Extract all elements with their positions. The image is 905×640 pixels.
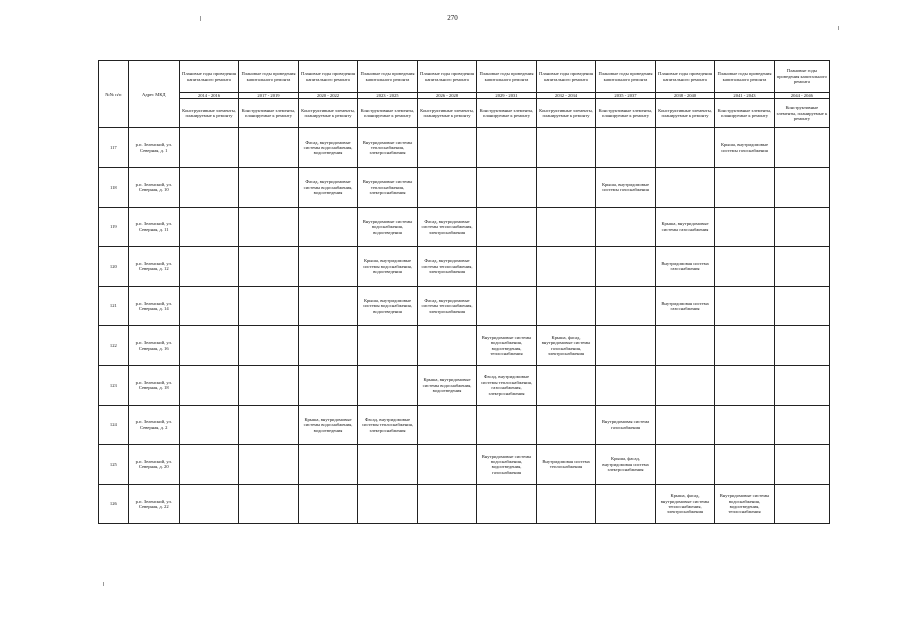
building-address: р.п. Зеленский, ул. Северная, д. 20	[128, 445, 179, 485]
building-address: р.п. Зеленский, ул. Северная, д. 22	[128, 484, 179, 524]
repair-elements-cell	[298, 326, 358, 366]
repair-elements-cell	[774, 247, 829, 287]
repair-elements-cell: Крыша, внутридомовые системы газоснабжения	[715, 128, 775, 168]
repair-elements-cell	[179, 365, 239, 405]
period-years: 2014 - 2016	[179, 93, 239, 99]
repair-elements-cell	[596, 207, 656, 247]
repair-elements-cell	[239, 286, 299, 326]
row-number: 118	[99, 168, 129, 208]
repair-elements-cell	[655, 128, 715, 168]
repair-elements-cell	[715, 405, 775, 445]
period-title: Плановые годы проведения капитального ремонта	[417, 61, 477, 93]
repair-elements-cell	[477, 405, 537, 445]
repair-elements-cell	[298, 365, 358, 405]
repair-elements-cell	[358, 326, 418, 366]
repair-elements-cell	[774, 484, 829, 524]
repair-elements-cell	[536, 286, 596, 326]
repair-elements-cell	[596, 128, 656, 168]
repair-elements-cell	[239, 168, 299, 208]
repair-elements-cell: Внутридомовые системы водоснабжения, водоотведения, теплоснабжения	[715, 484, 775, 524]
row-number: 123	[99, 365, 129, 405]
repair-elements-cell: Внутридомовая система газоснабжения	[596, 405, 656, 445]
repair-elements-cell	[774, 168, 829, 208]
building-address: р.п. Зеленский, ул. Северная, д. 11	[128, 207, 179, 247]
repair-elements-cell	[239, 326, 299, 366]
num-header: №№ п/п	[99, 61, 129, 128]
repair-elements-cell: Внутридомовые системы водоснабжения, водоотведения	[358, 207, 418, 247]
repair-elements-cell: Фасад, внутридомовые системы теплоснабжения, электроснабжения	[417, 286, 477, 326]
repair-elements-cell	[477, 207, 537, 247]
repair-elements-cell	[477, 128, 537, 168]
period-years: 2020 - 2022	[298, 93, 358, 99]
repair-elements-cell	[536, 484, 596, 524]
period-title: Плановые годы проведения капитального ремонта	[179, 61, 239, 93]
repair-elements-cell	[298, 286, 358, 326]
period-title: Плановые годы проведения капитального ремонта	[715, 61, 775, 93]
repair-elements-cell	[179, 286, 239, 326]
repair-elements-cell	[417, 484, 477, 524]
repair-elements-cell	[774, 207, 829, 247]
table-row	[99, 484, 830, 524]
repair-elements-cell	[179, 484, 239, 524]
repair-elements-cell	[774, 286, 829, 326]
repair-elements-cell: Крыша, внутридомовые системы газоснабжения	[596, 168, 656, 208]
repair-elements-cell: Крыша, фасад, внутридомовые системы теплоснабжения, электроснабжения	[655, 484, 715, 524]
scan-mark	[103, 582, 104, 586]
elements-subheader: Конструктивные элементы, планируемые к ремонту	[536, 99, 596, 128]
repair-elements-cell	[239, 405, 299, 445]
period-title: Плановые годы проведения капитального ремонта	[596, 61, 656, 93]
period-title: Плановые годы проведения капитального ремонта	[358, 61, 418, 93]
elements-subheader: Конструктивные элементы, планируемые к ремонту	[239, 99, 299, 128]
repair-elements-cell	[179, 207, 239, 247]
repair-elements-cell	[239, 207, 299, 247]
period-years: 2041 - 2043	[715, 93, 775, 99]
repair-elements-cell: Крыша, внутридомовые системы водоснабжения, водоотведения	[417, 365, 477, 405]
repair-elements-cell	[298, 484, 358, 524]
repair-elements-cell	[536, 207, 596, 247]
repair-elements-cell	[715, 365, 775, 405]
repair-elements-cell	[239, 445, 299, 485]
repair-elements-cell	[179, 405, 239, 445]
row-number: 117	[99, 128, 129, 168]
repair-elements-cell	[715, 168, 775, 208]
row-number: 119	[99, 207, 129, 247]
repair-elements-cell: Фасад, внутридомовые системы водоснабжения, водоотведения	[298, 128, 358, 168]
repair-elements-cell: Внутридомовые системы водоснабжения, водоотведения, газоснабжения	[477, 445, 537, 485]
repair-elements-cell	[596, 326, 656, 366]
table-row	[99, 365, 830, 405]
table-row	[99, 326, 830, 366]
period-title: Плановые годы проведения капитального ремонта	[655, 61, 715, 93]
table-row	[99, 445, 830, 485]
repair-elements-cell	[715, 445, 775, 485]
building-address: р.п. Зеленский, ул. Северная, д. 1	[128, 128, 179, 168]
table-row	[99, 207, 830, 247]
repair-elements-cell	[179, 128, 239, 168]
period-years: 2032 - 2034	[536, 93, 596, 99]
repair-elements-cell	[239, 247, 299, 287]
period-years: 2017 - 2019	[239, 93, 299, 99]
repair-elements-cell	[179, 326, 239, 366]
repair-elements-cell	[655, 168, 715, 208]
repair-elements-cell	[358, 484, 418, 524]
repair-elements-cell: Крыша, внутридомовые системы водоснабжения, водоотведения	[358, 247, 418, 287]
period-title: Плановые годы проведения капитального ремонта	[536, 61, 596, 93]
repair-elements-cell	[774, 405, 829, 445]
repair-elements-cell	[596, 484, 656, 524]
row-number: 125	[99, 445, 129, 485]
repair-elements-cell	[477, 484, 537, 524]
repair-elements-cell	[477, 286, 537, 326]
repair-elements-cell	[596, 286, 656, 326]
repair-elements-cell	[417, 128, 477, 168]
repair-elements-cell: Фасад, внутридомовые системы теплоснабжения, электроснабжения	[417, 247, 477, 287]
repair-elements-cell: Крыша, фасад, внутридомовые системы газоснабжения, электроснабжения	[536, 326, 596, 366]
scan-mark	[200, 16, 201, 21]
repair-elements-cell	[298, 207, 358, 247]
elements-subheader: Конструктивные элементы, планируемые к ремонту	[655, 99, 715, 128]
repair-elements-cell	[417, 405, 477, 445]
table-row	[99, 247, 830, 287]
repair-elements-cell: Внутридомовая система теплоснабжения	[536, 445, 596, 485]
table-row	[99, 286, 830, 326]
repair-elements-cell: Внутридомовая система газоснабжения	[655, 247, 715, 287]
period-title: Плановые годы проведения капитального ремонта	[774, 61, 829, 93]
repair-elements-cell: Фасад, внутридомовые системы теплоснабжения, газоснабжения, электроснабжения	[477, 365, 537, 405]
period-years: 2035 - 2037	[596, 93, 656, 99]
repair-elements-cell: Крыша, внутридомовые системы водоснабжения, водоотведения	[298, 405, 358, 445]
repair-elements-cell	[417, 168, 477, 208]
repair-elements-cell	[358, 365, 418, 405]
period-years: 2023 - 2025	[358, 93, 418, 99]
repair-elements-cell	[655, 445, 715, 485]
elements-subheader: Конструктивные элементы, планируемые к ремонту	[774, 99, 829, 128]
repair-elements-cell	[774, 365, 829, 405]
repair-elements-cell	[774, 326, 829, 366]
repair-elements-cell	[715, 286, 775, 326]
address-header: Адрес МКД	[128, 61, 179, 128]
scan-mark	[838, 26, 839, 30]
repair-elements-cell	[536, 247, 596, 287]
period-years: 2029 - 2031	[477, 93, 537, 99]
repair-elements-cell	[536, 128, 596, 168]
elements-subheader: Конструктивные элементы, планируемые к ремонту	[715, 99, 775, 128]
repair-elements-cell	[477, 247, 537, 287]
elements-subheader: Конструктивные элементы, планируемые к ремонту	[358, 99, 418, 128]
repair-elements-cell	[477, 168, 537, 208]
building-address: р.п. Зеленский, ул. Северная, д. 14	[128, 286, 179, 326]
period-years: 2038 - 2040	[655, 93, 715, 99]
row-number: 121	[99, 286, 129, 326]
elements-subheader: Конструктивные элементы, планируемые к ремонту	[417, 99, 477, 128]
building-address: р.п. Зеленский, ул. Северная, д. 18	[128, 365, 179, 405]
repair-elements-cell	[298, 445, 358, 485]
period-title: Плановые годы проведения капитального ремонта	[477, 61, 537, 93]
elements-subheader: Конструктивные элементы, планируемые к ремонту	[179, 99, 239, 128]
repair-elements-cell	[179, 168, 239, 208]
repair-elements-cell	[239, 484, 299, 524]
repair-elements-cell	[596, 247, 656, 287]
repair-elements-cell	[715, 326, 775, 366]
row-number: 120	[99, 247, 129, 287]
repair-elements-cell: Крыша, внутридомовые системы газоснабжения	[655, 207, 715, 247]
repair-elements-cell	[239, 365, 299, 405]
repair-elements-cell: Крыша, внутридомовые системы водоснабжения, водоотведения	[358, 286, 418, 326]
repair-elements-cell	[179, 445, 239, 485]
repair-elements-cell	[239, 128, 299, 168]
repair-elements-cell: Фасад, внутридомовые системы теплоснабжения, электроснабжения	[358, 405, 418, 445]
row-number: 126	[99, 484, 129, 524]
repair-elements-cell: Крыша, фасад, внутридомовая система электроснабжения	[596, 445, 656, 485]
repair-elements-cell: Внутридомовые системы теплоснабжения, электроснабжения	[358, 168, 418, 208]
building-address: р.п. Зеленский, ул. Северная, д. 16	[128, 326, 179, 366]
repair-elements-cell	[536, 168, 596, 208]
repair-elements-cell	[715, 207, 775, 247]
building-address: р.п. Зеленский, ул. Северная, д. 2	[128, 405, 179, 445]
table-row	[99, 405, 830, 445]
page-number: 270	[447, 14, 458, 22]
repair-schedule-table	[98, 60, 830, 524]
elements-subheader: Конструктивные элементы, планируемые к ремонту	[298, 99, 358, 128]
repair-elements-cell	[655, 365, 715, 405]
repair-elements-cell	[417, 445, 477, 485]
repair-elements-cell	[715, 247, 775, 287]
repair-elements-cell	[417, 326, 477, 366]
repair-elements-cell: Фасад, внутридомовые системы теплоснабжения, электроснабжения	[417, 207, 477, 247]
repair-elements-cell: Внутридомовые системы водоснабжения, водоотведения, теплоснабжения	[477, 326, 537, 366]
table-row	[99, 128, 830, 168]
repair-elements-cell	[596, 365, 656, 405]
period-years: 2026 - 2028	[417, 93, 477, 99]
period-title: Плановые годы проведения капитального ремонта	[239, 61, 299, 93]
building-address: р.п. Зеленский, ул. Северная, д. 12	[128, 247, 179, 287]
repair-elements-cell	[536, 365, 596, 405]
repair-elements-cell	[655, 405, 715, 445]
repair-elements-cell: Фасад, внутридомовые системы водоснабжения, водоотведения	[298, 168, 358, 208]
period-title: Плановые годы проведения капитального ремонта	[298, 61, 358, 93]
repair-elements-cell	[298, 247, 358, 287]
repair-elements-cell	[536, 405, 596, 445]
period-years: 2044 - 2046	[774, 93, 829, 99]
repair-elements-cell	[774, 445, 829, 485]
repair-elements-cell: Внутридомовые системы теплоснабжения, электроснабжения	[358, 128, 418, 168]
repair-elements-cell	[774, 128, 829, 168]
repair-elements-cell	[358, 445, 418, 485]
repair-elements-cell	[179, 247, 239, 287]
row-number: 122	[99, 326, 129, 366]
building-address: р.п. Зеленский, ул. Северная, д. 10	[128, 168, 179, 208]
row-number: 124	[99, 405, 129, 445]
elements-subheader: Конструктивные элементы, планируемые к ремонту	[477, 99, 537, 128]
elements-subheader: Конструктивные элементы, планируемые к ремонту	[596, 99, 656, 128]
table-row	[99, 168, 830, 208]
repair-elements-cell	[655, 326, 715, 366]
repair-elements-cell: Внутридомовая система газоснабжения	[655, 286, 715, 326]
